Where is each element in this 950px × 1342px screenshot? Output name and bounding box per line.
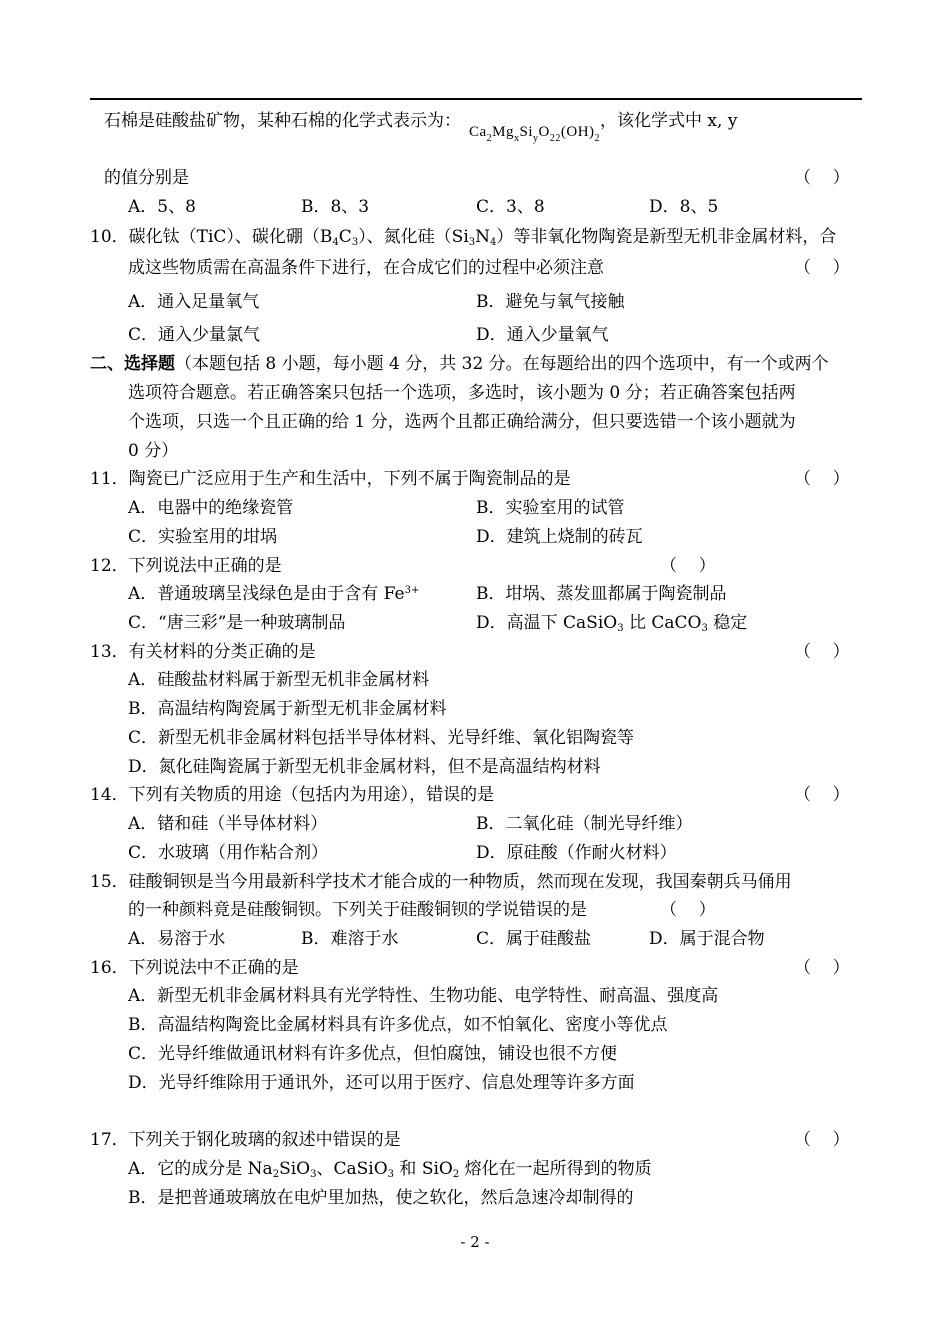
q16-option-b: B．高温结构陶瓷比金属材料具有许多优点，如不怕氧化、密度小等优点 — [128, 1015, 668, 1035]
q9-answer-paren: （ ） — [794, 168, 850, 188]
q12-option-a: A．普通玻璃呈浅绿色是由于含有 $Fe^{3+}$ — [128, 584, 420, 604]
q10-answer-paren: （ ） — [794, 258, 850, 278]
q9-option-b: B．8、3 — [301, 197, 370, 217]
q11-answer-paren: （ ） — [794, 469, 850, 489]
q16-option-c: C．光导纤维做通讯材料有许多优点，但怕腐蚀，铺设也很不方便 — [128, 1044, 618, 1064]
q11-option-c: C．实验室用的坩埚 — [128, 527, 278, 547]
q15-option-b: B．难溶于水 — [301, 929, 399, 949]
q16-option-a: A．新型无机非金属材料具有光学特性、生物功能、电学特性、耐高温、强度高 — [128, 986, 719, 1006]
q13-stem: 13．有关材料的分类正确的是 — [90, 642, 316, 662]
page-number: - 2 - — [460, 1233, 490, 1251]
q17-option-b: B．是把普通玻璃放在电炉里加热，使之软化，然后急速冷却制得的 — [128, 1188, 634, 1208]
q9-stem-line2: 的值分别是 — [104, 168, 189, 188]
q11-option-b: B．实验室用的试管 — [476, 498, 625, 518]
q9-option-c: C．3、8 — [476, 197, 545, 217]
q9-stem-line1 — [104, 111, 738, 144]
q15-answer-paren: （ ） — [660, 900, 716, 920]
q15-option-d: D．属于混合物 — [649, 929, 765, 949]
q13-option-d: D．氮化硅陶瓷属于新型无机非金属材料，但不是高温结构材料 — [128, 757, 601, 777]
q12-option-c: C．“唐三彩”是一种玻璃制品 — [128, 613, 346, 633]
header-rule — [90, 98, 862, 100]
q12-stem: 12．下列说法中正确的是 — [90, 556, 282, 576]
q13-option-c: C．新型无机非金属材料包括半导体材料、光导纤维、氧化铝陶瓷等 — [128, 728, 635, 748]
q17-answer-paren: （ ） — [794, 1130, 850, 1150]
q14-option-b: B．二氧化硅（制光导纤维） — [476, 814, 693, 834]
q10-option-a: A．通入足量氧气 — [128, 292, 260, 312]
q10-option-b: B．避免与氧气接触 — [476, 292, 625, 312]
q14-option-a: A．锗和硅（半导体材料） — [128, 814, 328, 834]
q15-option-a: A．易溶于水 — [128, 929, 226, 949]
q9-option-a: A．5、8 — [128, 197, 196, 217]
q14-stem: 14．下列有关物质的用途（包括内为用途），错误的是 — [90, 785, 495, 805]
q13-option-b: B．高温结构陶瓷属于新型无机非金属材料 — [128, 699, 447, 719]
q15-option-c: C．属于硅酸盐 — [476, 929, 592, 949]
section2-title: 二、选择题 — [90, 354, 175, 374]
q13-option-a: A．硅酸盐材料属于新型无机非金属材料 — [128, 670, 430, 690]
q14-option-d: D．原硅酸（作耐火材料） — [476, 843, 677, 863]
q11-option-d: D．建筑上烧制的砖瓦 — [476, 527, 643, 547]
q10-option-c: C．通入少量氯气 — [128, 325, 261, 345]
q14-answer-paren: （ ） — [794, 785, 850, 805]
q16-option-d: D．光导纤维除用于通讯外，还可以用于医疗、信息处理等许多方面 — [128, 1073, 635, 1093]
q12-option-d: D．高温下 CaSiO$_3$ 比 CaCO$_3$ 稳定 — [476, 613, 748, 634]
q10-stem-line1: 10．碳化钛（TiC）、碳化硼$(B_4C_3)$、氮化硅$(Si_3N_4)$等非氧化物陶瓷是新型无机非金属材料，合 — [90, 227, 837, 248]
section2-line1 — [90, 354, 829, 374]
q9-text-b: ，该化学式中 x, y — [600, 111, 738, 131]
q10-stem-line2: 成这些物质需在高温条件下进行，在合成它们的过程中必须注意 — [128, 258, 604, 278]
q9-option-d: D．8、5 — [649, 197, 719, 217]
q15-stem-line1: 15．硅酸铜钡是当今用最新科学技术才能合成的一种物质，然而现在发现，我国秦朝兵马俑用 — [90, 872, 792, 892]
q15-stem-line2: 的一种颜料竟是硅酸铜钡。下列关于硅酸铜钡的学说错误的是 — [128, 900, 587, 920]
section2-line2: 选项符合题意。若正确答案只包括一个选项，多选时，该小题为 0 分；若正确答案包括两 — [128, 383, 796, 403]
q11-option-a: A．电器中的绝缘瓷管 — [128, 498, 294, 518]
q9-formula: $Ca_2Mg_xSi_yO_{22}(OH)_2$ — [469, 124, 601, 144]
q17-option-a: A．它的成分是 $Na_2SiO_3$、CaSiO$_3$ 和 SiO$_2$ 熔化在一起所得到的物质 — [128, 1159, 652, 1180]
section2-line3: 个选项，只选一个且正确的给 1 分，选两个且都正确给满分，但只要选错一个该小题就为 — [128, 412, 796, 432]
q16-answer-paren: （ ） — [794, 958, 850, 978]
q13-answer-paren: （ ） — [794, 642, 850, 662]
section2-instructions: （本题包括 8 小题，每小题 4 分，共 32 分。在每题给出的四个选项中，有一个或两个 — [175, 354, 829, 374]
q12-answer-paren: （ ） — [660, 556, 716, 576]
q9-text: 石棉是硅酸盐矿物，某种石棉的化学式表示为： — [104, 111, 461, 131]
section2-line4: 0 分） — [128, 441, 179, 461]
q10-option-d: D．通入少量氧气 — [476, 325, 609, 345]
q17-stem: 17．下列关于钢化玻璃的叙述中错误的是 — [90, 1130, 401, 1150]
q12-option-b: B．坩埚、蒸发皿都属于陶瓷制品 — [476, 584, 727, 604]
q11-stem: 11．陶瓷已广泛应用于生产和生活中，下列不属于陶瓷制品的是 — [90, 469, 571, 489]
q14-option-c: C．水玻璃（用作粘合剂） — [128, 843, 329, 863]
q16-stem: 16．下列说法中不正确的是 — [90, 958, 299, 978]
